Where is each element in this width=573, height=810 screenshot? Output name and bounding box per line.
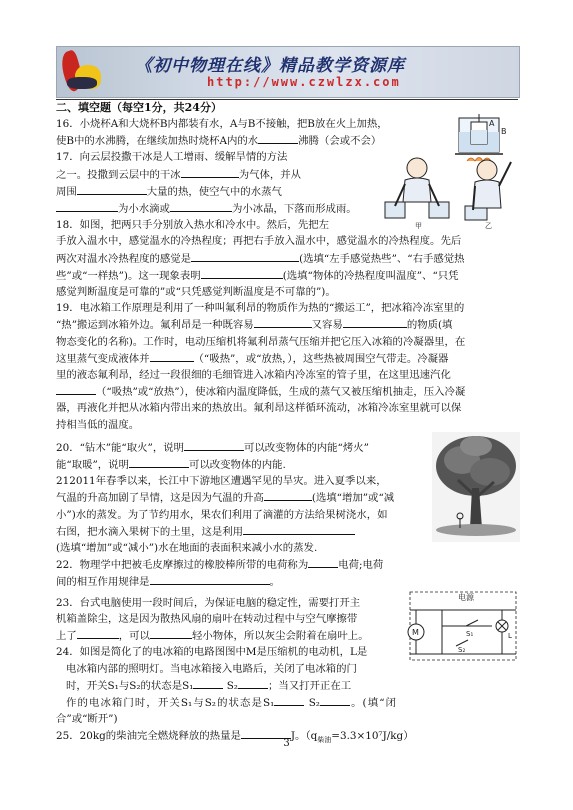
- q21-text-1: 212011年春季以来，长江中下游地区遭遇罕见的旱灾。进入夏季以来，: [56, 475, 387, 488]
- q17-text-5: 大量的热，使空气中的水蒸气: [146, 185, 282, 198]
- q19-text-6: 这里蒸气变成液体并: [56, 352, 150, 365]
- q24-blank-4[interactable]: [320, 694, 350, 706]
- q19-text-10: 器，再液化并把从冰箱内带出来的热放出。氟利昂这样循环流动，冰箱冷冻室里就可以保: [56, 402, 462, 415]
- q19-text-4: 的物质(填: [406, 319, 453, 332]
- page-number: 3: [283, 738, 290, 749]
- q18-text-6: (选填“物体的冷热程度叫温度”、“只凭: [282, 269, 459, 282]
- q21-text-3: (选填“增加”或“减: [311, 492, 395, 505]
- q22-text-4: 。: [269, 576, 280, 589]
- q24-text-3: 时，开关S₁与S₂的状态是S₁: [66, 679, 194, 692]
- q25-text-4: =3.3×10⁷J/kg）: [331, 730, 414, 743]
- q16-text-2: 使B中的水沸腾，在继续加热时烧杯A内的水: [56, 135, 259, 148]
- q20-text-2: 可以改变物体的内能“烤火”: [244, 441, 369, 454]
- circuit-label-motor: M: [412, 628, 419, 637]
- question-18: [56, 217, 522, 300]
- beaker-label-b: B: [501, 127, 507, 136]
- q16-text-3: 沸腾（会或不会）: [298, 135, 382, 148]
- q18-blank-2[interactable]: [201, 267, 283, 279]
- q24-text-6: 作的电冰箱门时，开关S₁与S₂的状态是S₁: [66, 696, 275, 709]
- circuit-label-power: 电源: [458, 593, 474, 602]
- q17-blank-4[interactable]: [170, 200, 232, 212]
- circuit-label-s2: S₂: [458, 646, 466, 654]
- question-22: [56, 556, 396, 590]
- q23-text-1: 23．台式电脑使用一段时间后，为保证电脑的稳定性，需要打开主: [56, 596, 361, 609]
- logo-mark-base: [67, 77, 97, 89]
- q17-text-6: 为小水滴或: [118, 203, 170, 216]
- q19-blank-1[interactable]: [254, 316, 312, 328]
- q20-blank-2[interactable]: [129, 456, 189, 468]
- q21-blank-1[interactable]: [264, 489, 312, 501]
- circuit-label-s1: S₁: [466, 630, 474, 638]
- q24-text-7: S₂: [308, 696, 320, 709]
- q19-text-7: （“吸热”，或“放热，），这些热被周围空气带走。冷凝器: [193, 352, 449, 365]
- q25-text-1: 25．20kg的柴油完全燃烧释放的热量是: [56, 730, 241, 743]
- q22-text-2: 电荷;电荷: [338, 559, 384, 572]
- q21-text-2: 气温的升高加剧了旱情，这是因为气温的升高: [56, 492, 264, 505]
- q24-text-1: 24．如图是简化了的电冰箱的电路图图中M是压缩机的电动机，L是: [56, 646, 368, 659]
- q24-blank-2[interactable]: [238, 677, 268, 689]
- q21-text-5: 右图，把水滴入果树下的土里，这是利用: [56, 525, 244, 538]
- fill-in-questions: [56, 100, 522, 749]
- q20-text-3: 能“取暖”，说明: [56, 459, 129, 472]
- question-23: [56, 595, 390, 645]
- q18-text-4: (选填“左手感觉热些”、“右手感觉热: [299, 252, 465, 265]
- q19-blank-2[interactable]: [343, 316, 407, 328]
- q19-blank-3[interactable]: [150, 350, 194, 362]
- banner-title: 《初中物理在线》精品教学资源库: [135, 56, 405, 76]
- q23-text-2: 机箱盖除尘，这是因为散热风扇的扇叶在转动过程中与空气摩擦带: [56, 612, 358, 625]
- q21-text-4: 小”)水的蒸发。为了节约用水，果农们利用了滴灌的方法给果树浇水，如: [56, 508, 388, 521]
- q22-blank-1[interactable]: [308, 556, 338, 568]
- question-24: [56, 644, 396, 727]
- q17-blank-2[interactable]: [77, 183, 147, 195]
- q16-text-1: 16．小烧杯A和大烧杯B内都装有水，A与B不接触，把B放在火上加热，: [56, 118, 388, 130]
- q17-text-2: 之一。投撒到云层中的干冰: [56, 168, 181, 181]
- figure-label-jia: 甲: [415, 222, 422, 230]
- q22-blank-2[interactable]: [150, 573, 270, 585]
- question-16: [56, 116, 406, 149]
- q25-text-2: J。（q: [290, 730, 318, 743]
- q24-text-2: 电冰箱内部的照明灯。当电冰箱接入电路后，关闭了电冰箱的门: [66, 662, 357, 675]
- q24-blank-1[interactable]: [193, 677, 223, 689]
- q18-text-1: 18．如图，把两只手分别放入热水和冷水中。然后，先把左: [56, 219, 329, 232]
- q24-text-5: ；当又打开正在工: [267, 679, 352, 692]
- q24-text-8: 。(填“闭合”或“断开”): [56, 696, 396, 726]
- q23-text-4: ，可以: [118, 630, 150, 643]
- q19-text-5: 物态变化的名称)。工作时，电动压缩机将氟利昂蒸气压缩并把它压入冰箱的冷凝器里，在: [56, 335, 466, 348]
- q20-text-1: 20．“钻木”能“取火”，说明: [56, 441, 184, 454]
- q18-text-7: 感觉判断温度是可靠的”或“只凭感觉判断温度是不可靠的”)。: [56, 286, 336, 299]
- question-20: [56, 439, 384, 473]
- question-21: [56, 473, 416, 556]
- q17-text-1: 17．向云层投撒干冰是人工增雨、缓解旱情的方法: [56, 151, 288, 164]
- figure-label-yi: 乙: [485, 222, 492, 230]
- q19-text-3: 又容易: [311, 319, 343, 332]
- q19-text-1: 19．电冰箱工作原理是利用了一种叫氟利昂的物质作为热的“搬运工”，把冰箱冷冻室里的: [56, 302, 465, 315]
- q19-text-9: （“吸热”或“放热”），使冰箱内温度降低，生成的蒸气又被压缩机抽走，压入冷凝: [96, 386, 466, 399]
- q24-text-4: S₂: [226, 679, 238, 692]
- q17-text-3: 为气体，并从: [238, 168, 302, 181]
- q23-text-3: 上了: [56, 630, 77, 643]
- q18-text-2: 手放入温水中，感觉温水的冷热程度；再把右手放入温水中，感觉温水的冷热程度。先后: [56, 235, 462, 248]
- q18-text-5: 些”或“一样热”)。这一现象表明: [56, 269, 201, 282]
- q20-text-4: 可以改变物体的内能.: [188, 459, 286, 472]
- q17-blank-3[interactable]: [56, 200, 118, 212]
- q18-blank-1[interactable]: [191, 250, 299, 262]
- q22-text-3: 间的相互作用规律是: [56, 576, 150, 589]
- question-19: [56, 300, 522, 433]
- q16-blank[interactable]: [258, 132, 298, 144]
- q19-text-11: 持相当低的温度。: [56, 418, 140, 431]
- q24-blank-3[interactable]: [274, 694, 304, 706]
- q23-blank-2[interactable]: [150, 627, 192, 639]
- section-heading: 二、填空题（每空1分，共24分）: [56, 101, 222, 114]
- q19-text-2: “热”搬运到冰箱外边。氟利昂是一种既容易: [56, 319, 254, 332]
- question-17: [56, 149, 382, 217]
- q25-subscript: 柴油: [317, 736, 332, 745]
- q23-text-5: 轻小物体，所以灰尘会附着在扇叶上。: [191, 630, 369, 643]
- banner-url: http://www.czwlzx.com: [207, 75, 401, 89]
- q21-blank-2[interactable]: [243, 523, 355, 535]
- circuit-label-lamp: L: [508, 632, 512, 640]
- q19-text-8: 里的液态氟利昂，经过一段很细的毛细管进入冰箱内冷冻室的管子里，在这里迅速汽化: [56, 369, 451, 382]
- q17-text-4: 周围: [56, 185, 77, 198]
- q17-blank-1[interactable]: [181, 166, 239, 178]
- q22-text-1: 22．物理学中把被毛皮摩擦过的橡胶棒所带的电荷称为: [56, 559, 309, 572]
- q21-text-6: (选填“增加”或“减小”)水在地面的表面积来减小水的蒸发.: [56, 542, 318, 555]
- header-banner: [56, 46, 520, 98]
- q19-blank-4[interactable]: [56, 383, 96, 395]
- beaker-label-a: A: [489, 119, 495, 128]
- q17-text-7: 为小冰晶，下落而形成雨。: [231, 203, 357, 216]
- q23-blank-1[interactable]: [77, 627, 119, 639]
- q18-text-3: 两次对温水冷热程度的感觉是: [56, 252, 192, 265]
- q20-blank-1[interactable]: [184, 439, 244, 451]
